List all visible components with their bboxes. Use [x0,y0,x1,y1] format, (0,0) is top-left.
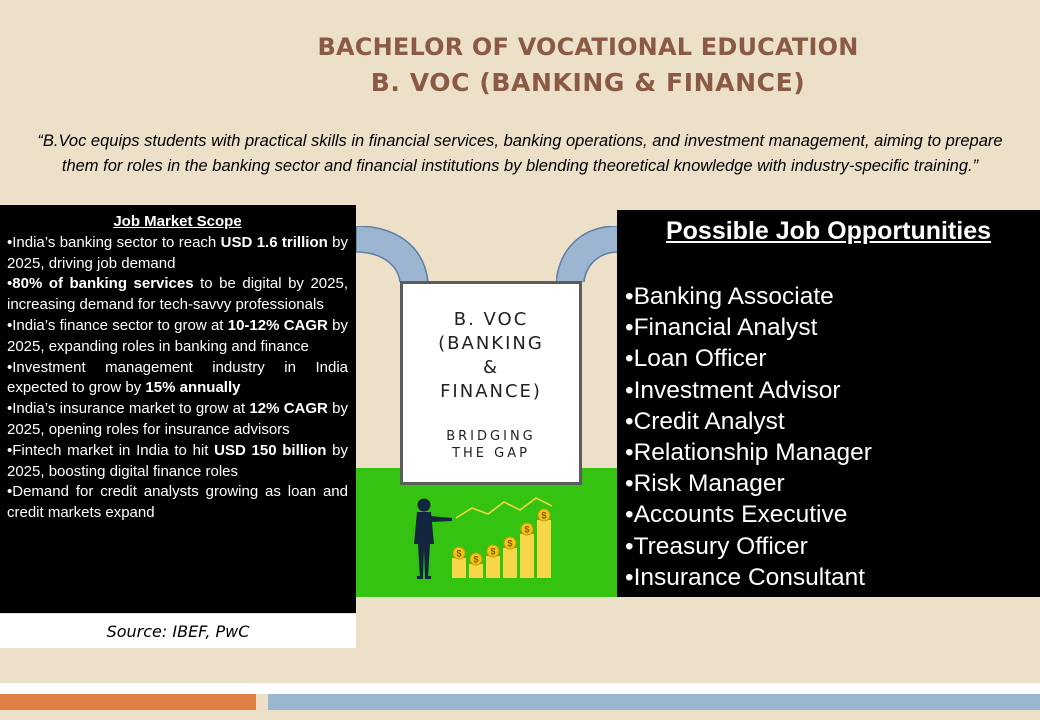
page-title: BACHELOR OF VOCATIONAL EDUCATION [317,33,859,61]
coin-bars-icon [452,509,551,578]
job-market-item: •Demand for credit analysts growing as loan and credit markets expand [7,483,348,522]
job-market-item: •India’s banking sector to reach USD 1.6 trillion by 2025, driving job demand [7,233,348,272]
job-opportunity-item: •Loan Officer [625,345,767,373]
job-market-item: •India’s finance sector to grow at 10-12% CAGR by 2025, expanding roles in banking and finance [7,316,348,355]
footer-strip [0,683,1040,694]
coin-symbol: $ [473,554,479,565]
growth-bar [520,534,534,578]
job-opportunity-item: •Banking Associate [625,283,834,310]
coin-symbol: $ [507,538,513,549]
job-opportunity-item: •Relationship Manager [625,439,872,467]
coin-symbol: $ [490,546,496,557]
job-market-item: •80% of banking services to be digital by 2025, increasing demand for tech-savvy professionals [7,275,348,314]
job-opportunities-list [625,281,872,593]
job-market-heading: Job Market Scope [113,213,242,230]
footer-bar-blue [268,694,1040,710]
program-card-tagline: BRIDGING THE GAP [446,429,536,461]
source-note: Source: IBEF, PwC [0,614,356,648]
growth-bar [486,556,500,578]
job-opportunity-item: •Credit Analyst [625,407,785,435]
growth-illustration [400,492,580,592]
job-market-item: •Fintech market in India to hit USD 150 billion by 2025, boosting digital finance roles [7,441,348,480]
job-opportunities-panel [617,210,1040,597]
job-market-list [7,233,348,524]
job-opportunity-item: •Investment Advisor [625,376,841,404]
growth-bar [452,558,466,578]
job-opportunity-item: •Financial Analyst [625,314,818,342]
job-opportunity-item: •Insurance Consultant [625,563,866,591]
program-card [400,281,582,485]
coin-symbol: $ [524,524,530,535]
footer-bar-orange [0,694,256,710]
growth-bar [469,564,483,578]
growth-bar [537,520,551,578]
growth-bar [503,548,517,578]
program-quote [0,129,1040,179]
job-opportunity-item: •Risk Manager [625,470,785,498]
coin-symbol: $ [541,510,547,521]
job-market-panel [0,205,356,613]
page-subtitle: B. VOC (BANKING & FINANCE) [370,68,806,97]
businessman-icon [414,499,452,580]
job-market-item: •Investment management industry in India expected to grow by 15% annually [7,358,348,397]
quote-line-1: “B.Voc equips students with practical skills in financial services, banking operations, and investment management, aiming to prepare [37,132,1003,150]
job-market-item: •India’s insurance market to grow at 12% CAGR by 2025, opening roles for insurance advisors [7,400,348,438]
job-opportunity-item: •Treasury Officer [625,532,808,560]
quote-line-2: them for roles in the banking sector and financial institutions by blending theoretical knowledge with industry-specific training.” [61,157,979,175]
right-arch-graphic [556,226,618,282]
coin-symbol: $ [456,548,462,559]
left-arch-graphic [356,226,436,282]
job-opportunities-heading: Possible Job Opportunities [665,217,992,245]
program-card-title: B. VOC (BANKING & FINANCE) [438,309,544,402]
job-opportunity-item: •Accounts Executive [625,501,848,529]
